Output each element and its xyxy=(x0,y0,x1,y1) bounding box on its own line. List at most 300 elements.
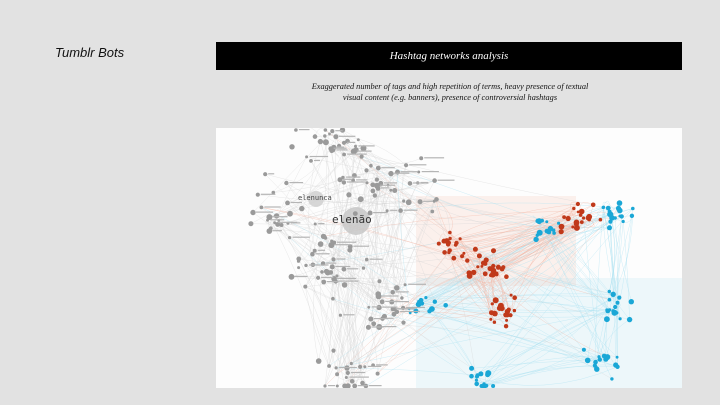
node-label-tick xyxy=(314,160,320,161)
node-label-tick xyxy=(261,194,276,195)
node-label-tick xyxy=(347,181,365,182)
network-node-red xyxy=(477,253,482,258)
network-node-gray xyxy=(378,279,382,283)
network-node-gray xyxy=(365,258,369,262)
network-node-red xyxy=(505,313,509,317)
network-node-gray xyxy=(417,171,420,174)
network-node-gray xyxy=(367,306,370,309)
node-label-tick xyxy=(356,179,367,180)
network-node-red xyxy=(501,265,505,269)
network-node-gray xyxy=(433,200,436,203)
network-node-gray xyxy=(342,282,348,288)
network-node-blue xyxy=(607,225,612,230)
network-node-gray xyxy=(331,297,335,301)
network-node-red xyxy=(580,220,584,224)
network-node-red xyxy=(489,310,494,315)
network-node-gray xyxy=(352,384,357,388)
network-node-blue xyxy=(608,290,611,293)
node-label-tick xyxy=(295,276,308,277)
network-node-gray xyxy=(435,197,438,200)
node-label-tick xyxy=(346,177,361,178)
node-label-tick xyxy=(394,173,409,174)
network-node-blue xyxy=(608,298,612,302)
network-node-blue xyxy=(613,305,617,309)
network-node-red xyxy=(467,270,472,275)
node-label-tick xyxy=(372,306,380,307)
network-node-blue xyxy=(608,308,611,311)
network-node-gray xyxy=(331,349,335,353)
node-label-tick xyxy=(390,210,397,211)
network-node-red xyxy=(513,309,516,312)
network-node-gray xyxy=(318,139,323,144)
node-label-tick xyxy=(334,148,347,149)
network-node-gray xyxy=(373,193,377,197)
node-label-tick xyxy=(401,171,418,172)
network-node-red xyxy=(574,220,580,226)
network-node-gray xyxy=(364,168,368,172)
network-node-red xyxy=(448,248,452,252)
network-node-blue xyxy=(474,382,479,387)
network-node-blue xyxy=(469,366,474,371)
network-node-gray xyxy=(310,252,315,257)
network-node-red xyxy=(454,243,458,247)
network-node-red xyxy=(483,271,488,276)
node-label-tick xyxy=(337,278,356,279)
network-node-gray xyxy=(309,159,313,163)
network-node-gray xyxy=(294,128,298,132)
node-label-tick xyxy=(339,367,357,368)
network-node-gray xyxy=(321,280,326,285)
network-node-red xyxy=(504,274,509,279)
node-label-tick xyxy=(382,295,399,296)
node-label-tick xyxy=(264,206,280,207)
node-label-tick xyxy=(398,308,414,309)
network-canvas xyxy=(216,128,682,388)
network-node-gray xyxy=(418,199,423,204)
network-node-red xyxy=(579,209,585,215)
network-node-red xyxy=(491,248,496,253)
network-node-red xyxy=(446,242,450,246)
network-node-gray xyxy=(357,138,360,141)
network-node-gray xyxy=(341,176,344,179)
node-label-tick xyxy=(395,301,409,302)
node-label-tick xyxy=(310,156,329,157)
network-node-red xyxy=(484,257,489,262)
network-node-gray xyxy=(289,274,295,280)
network-node-gray xyxy=(395,170,400,175)
node-label-tick xyxy=(409,164,426,165)
node-label-tick xyxy=(376,364,388,365)
network-node-gray xyxy=(304,264,307,267)
network-node-gray xyxy=(329,270,334,275)
node-label-tick xyxy=(382,326,396,327)
network-node-gray xyxy=(285,201,290,206)
node-label-tick xyxy=(374,318,388,319)
node-label-tick xyxy=(353,246,369,247)
node-label-tick xyxy=(404,210,418,211)
network-edge xyxy=(273,149,330,193)
network-node-blue xyxy=(622,220,625,223)
network-node-blue xyxy=(616,301,620,305)
network-node-gray xyxy=(419,156,423,160)
network-node-gray xyxy=(318,241,324,247)
network-node-gray xyxy=(406,199,412,205)
network-node-blue xyxy=(620,214,624,218)
node-label-tick xyxy=(370,259,383,260)
network-node-red xyxy=(491,264,495,268)
network-node-gray xyxy=(346,192,351,197)
network-node-blue xyxy=(491,384,495,388)
network-node-gray xyxy=(323,139,329,145)
network-node-red xyxy=(505,319,508,322)
network-node-gray xyxy=(316,276,320,280)
node-label-tick xyxy=(343,179,352,180)
node-label-tick xyxy=(272,230,282,231)
network-node-red xyxy=(459,237,462,240)
node-label-tick xyxy=(315,253,329,254)
network-node-blue xyxy=(606,206,611,211)
network-node-red xyxy=(493,297,499,303)
network-node-gray xyxy=(267,228,273,234)
network-node-red xyxy=(481,265,484,268)
network-node-blue xyxy=(557,222,560,225)
node-label-tick xyxy=(318,223,324,224)
node-label-tick xyxy=(396,291,409,292)
network-node-gray xyxy=(375,178,379,182)
network-node-red xyxy=(465,258,469,262)
network-node-red xyxy=(587,218,591,222)
network-node-gray xyxy=(305,155,308,158)
slide-title-banner xyxy=(216,42,682,70)
network-node-gray xyxy=(390,290,395,295)
network-node-gray xyxy=(430,210,434,214)
node-label-tick xyxy=(289,182,303,183)
network-node-gray xyxy=(263,172,267,176)
network-node-gray xyxy=(330,264,335,269)
network-node-gray xyxy=(284,181,288,185)
node-label-tick xyxy=(291,222,301,223)
node-label-tick xyxy=(309,264,329,265)
node-label-tick xyxy=(271,219,285,220)
node-label-tick xyxy=(384,182,397,183)
node-label-tick xyxy=(268,173,274,174)
node-label-tick xyxy=(438,180,455,181)
network-node-red xyxy=(566,216,571,221)
node-label-tick xyxy=(359,145,375,146)
network-node-gray xyxy=(287,211,293,217)
node-label-tick xyxy=(357,151,372,152)
network-node-blue xyxy=(619,317,622,320)
network-node-red xyxy=(448,237,451,240)
network-node-gray xyxy=(327,364,331,368)
network-node-blue xyxy=(630,214,634,218)
network-node-blue xyxy=(427,309,431,313)
network-node-red xyxy=(499,306,504,311)
node-label-tick xyxy=(351,372,365,373)
network-node-red xyxy=(559,224,565,230)
node-label-tick xyxy=(347,142,355,143)
network-node-gray xyxy=(321,234,326,239)
network-node-gray xyxy=(400,296,403,299)
node-label-tick xyxy=(327,281,339,282)
network-node-blue xyxy=(597,355,600,358)
network-node-red xyxy=(577,211,580,214)
node-label-tick xyxy=(408,284,426,285)
network-node-blue xyxy=(617,296,621,300)
network-node-red xyxy=(462,252,465,255)
node-label-tick xyxy=(326,263,336,264)
network-node-red xyxy=(491,302,494,305)
network-node-gray xyxy=(335,366,338,369)
network-node-gray xyxy=(303,285,307,289)
network-node-blue xyxy=(615,365,619,369)
network-node-gray xyxy=(342,180,346,184)
network-node-gray xyxy=(404,163,408,167)
network-node-blue xyxy=(420,301,424,305)
network-node-gray xyxy=(350,362,353,365)
network-node-red xyxy=(571,226,574,229)
slide-title-text: Hashtag networks analysis xyxy=(389,50,509,62)
network-node-gray xyxy=(401,321,405,325)
network-node-gray xyxy=(346,371,350,375)
network-node-gray xyxy=(376,166,381,171)
node-label-tick xyxy=(318,250,325,251)
network-node-gray xyxy=(250,210,255,215)
node-label-tick xyxy=(337,147,344,148)
node-label-tick xyxy=(343,314,354,315)
network-node-blue xyxy=(609,212,614,217)
node-label-tick xyxy=(291,202,303,203)
network-node-gray xyxy=(323,134,326,137)
network-node-red xyxy=(510,294,513,297)
network-node-gray xyxy=(342,153,346,157)
node-label-tick xyxy=(337,242,356,243)
node-label-tick xyxy=(339,136,356,137)
node-label-tick xyxy=(349,377,369,378)
network-node-blue xyxy=(537,230,543,236)
network-node-red xyxy=(448,231,452,235)
network-node-gray xyxy=(324,128,328,132)
network-node-red xyxy=(451,256,456,261)
node-label-tick xyxy=(272,216,287,217)
network-node-gray xyxy=(274,213,279,218)
network-node-blue xyxy=(616,356,619,359)
network-node-gray xyxy=(404,283,407,286)
node-label-tick xyxy=(335,130,342,131)
network-node-blue xyxy=(603,357,608,362)
network-node-gray xyxy=(358,365,362,369)
node-label-tick xyxy=(293,237,310,238)
node-label-tick xyxy=(347,268,358,269)
network-node-blue xyxy=(627,317,632,322)
network-node-gray xyxy=(342,267,347,272)
network-node-gray xyxy=(371,321,376,326)
network-node-blue xyxy=(629,299,634,304)
node-label-tick xyxy=(381,187,390,188)
network-node-gray xyxy=(362,266,365,269)
network-node-gray xyxy=(333,134,338,139)
network-node-blue xyxy=(433,300,437,304)
network-node-gray xyxy=(392,188,397,193)
network-node-gray xyxy=(350,379,355,384)
network-node-gray xyxy=(260,206,264,210)
network-node-gray xyxy=(297,260,300,263)
network-node-red xyxy=(572,207,575,210)
node-label-tick xyxy=(421,182,428,183)
network-node-blue xyxy=(582,348,586,352)
network-node-blue xyxy=(611,292,616,297)
network-node-gray xyxy=(366,325,371,330)
network-node-red xyxy=(504,324,508,328)
network-node-blue xyxy=(602,206,605,209)
network-node-blue xyxy=(424,296,427,299)
node-label-tick xyxy=(336,149,347,150)
hub-label-elenao: elenão xyxy=(332,213,372,226)
network-node-blue xyxy=(545,220,548,223)
node-label-tick xyxy=(299,129,310,130)
network-node-blue xyxy=(485,372,490,377)
network-node-gray xyxy=(328,133,331,136)
network-node-gray xyxy=(288,236,291,239)
network-node-blue xyxy=(593,364,597,368)
network-node-gray xyxy=(339,314,342,317)
node-label-tick xyxy=(368,366,382,367)
network-node-gray xyxy=(335,372,339,376)
network-node-gray xyxy=(394,285,400,291)
network-node-gray xyxy=(330,129,334,133)
network-node-red xyxy=(489,318,492,321)
node-label-tick xyxy=(335,266,350,267)
network-node-gray xyxy=(320,270,324,274)
network-node-blue xyxy=(535,219,539,223)
network-node-blue xyxy=(631,207,635,211)
node-label-tick xyxy=(406,307,425,308)
network-node-gray xyxy=(363,365,366,368)
node-label-tick xyxy=(358,385,368,386)
network-node-blue xyxy=(443,303,448,308)
node-label-tick xyxy=(371,326,383,327)
network-node-gray xyxy=(314,223,317,226)
network-node-gray xyxy=(316,358,322,364)
network-node-gray xyxy=(376,372,380,376)
node-label-tick xyxy=(256,212,273,213)
network-node-blue xyxy=(610,377,613,380)
network-node-gray xyxy=(332,241,336,245)
network-node-red xyxy=(489,274,493,278)
network-node-gray xyxy=(248,221,253,226)
node-label-tick xyxy=(334,244,351,245)
network-node-blue xyxy=(475,379,478,382)
node-label-tick xyxy=(347,154,367,155)
network-node-blue xyxy=(617,208,623,214)
network-node-gray xyxy=(358,196,364,202)
network-node-red xyxy=(496,265,501,270)
network-node-blue xyxy=(533,237,538,242)
network-node-blue xyxy=(476,373,480,377)
network-node-gray xyxy=(369,164,373,168)
network-node-gray xyxy=(360,155,364,159)
network-node-gray xyxy=(375,291,381,297)
network-node-gray xyxy=(299,206,304,211)
network-node-gray xyxy=(392,312,397,317)
network-node-gray xyxy=(368,317,373,322)
node-label-tick xyxy=(337,258,346,259)
network-node-blue xyxy=(469,374,474,379)
network-node-gray xyxy=(388,171,393,176)
slide-side-title: Tumblr Bots xyxy=(55,45,125,60)
node-label-tick xyxy=(321,277,333,278)
caption-line-1: Exaggerated number of tags and high repetition of terms, heavy presence of textual xyxy=(311,82,589,91)
network-node-gray xyxy=(408,181,413,186)
node-label-tick xyxy=(373,212,388,213)
network-node-gray xyxy=(256,193,260,197)
network-node-gray xyxy=(331,257,335,261)
network-node-blue xyxy=(484,384,488,388)
network-node-blue xyxy=(614,216,617,219)
network-node-gray xyxy=(393,307,397,311)
node-label-tick xyxy=(369,385,382,386)
network-node-blue xyxy=(604,316,610,322)
slide-caption xyxy=(260,81,640,103)
network-node-gray xyxy=(323,384,326,387)
network-node-blue xyxy=(585,358,591,364)
node-label-tick xyxy=(400,311,420,312)
network-node-blue xyxy=(594,360,597,363)
network-node-red xyxy=(437,242,441,246)
network-node-red xyxy=(559,229,564,234)
caption-line-2: visual content (e.g. banners), presence of controversial hashtags xyxy=(342,93,558,102)
hub-label-elenunca: elenunca xyxy=(298,194,332,202)
node-label-tick xyxy=(422,171,439,172)
network-node-gray xyxy=(297,266,300,269)
network-node-gray xyxy=(366,181,369,184)
network-node-red xyxy=(512,295,517,300)
network-node-blue xyxy=(605,308,608,311)
node-label-tick xyxy=(328,385,335,386)
network-node-gray xyxy=(386,209,389,212)
network-node-red xyxy=(582,216,585,219)
network-node-gray xyxy=(398,208,403,213)
network-node-red xyxy=(473,247,478,252)
node-label-tick xyxy=(424,157,444,158)
network-node-red xyxy=(442,250,447,255)
hashtag-network-graph xyxy=(216,128,682,388)
network-node-blue xyxy=(617,200,623,206)
network-node-gray xyxy=(371,189,376,194)
network-node-blue xyxy=(552,228,556,232)
network-node-gray xyxy=(380,299,385,304)
network-node-gray xyxy=(432,178,437,183)
network-node-gray xyxy=(389,189,392,192)
network-node-red xyxy=(576,202,580,206)
network-node-blue xyxy=(545,229,550,234)
node-label-tick xyxy=(339,281,359,282)
network-node-gray xyxy=(289,144,294,149)
network-node-gray xyxy=(324,269,329,274)
node-label-tick xyxy=(381,167,395,168)
network-node-red xyxy=(442,239,447,244)
network-node-blue xyxy=(611,309,615,313)
node-label-tick xyxy=(423,201,433,202)
network-node-red xyxy=(493,321,496,324)
network-node-red xyxy=(591,203,596,208)
network-node-gray xyxy=(313,134,318,139)
network-node-red xyxy=(599,218,603,222)
network-node-gray xyxy=(336,385,339,388)
network-node-red xyxy=(495,271,499,275)
network-node-gray xyxy=(402,199,405,202)
network-node-red xyxy=(562,215,566,219)
